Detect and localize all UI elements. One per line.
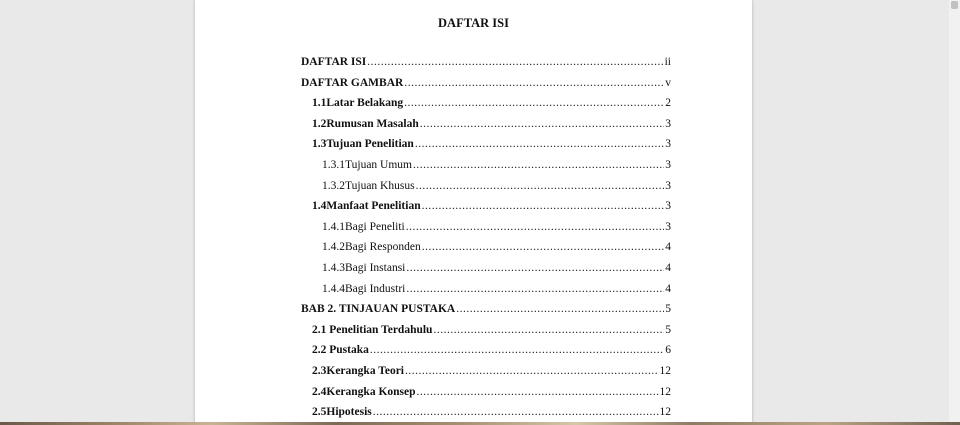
toc-entry-number: 1.4.2 [322, 241, 345, 254]
toc-entry[interactable] [301, 77, 671, 93]
toc-entry-number: 2.3 [312, 365, 327, 377]
toc-entry-number: 2.4 [312, 385, 327, 398]
toc-dot-leader [456, 303, 664, 315]
toc-dot-leader [417, 386, 659, 398]
toc-entry[interactable] [312, 97, 671, 113]
toc-entry-number: 1.1 [312, 97, 327, 110]
toc-dot-leader [415, 138, 664, 150]
toc-entry[interactable] [312, 200, 671, 216]
toc-entry-label: Bagi Industri [345, 282, 406, 295]
vertical-scrollbar[interactable] [949, 0, 960, 425]
toc-entry[interactable] [312, 344, 671, 360]
toc-entry[interactable] [322, 180, 671, 196]
toc-entry-number: 2.5 [312, 406, 327, 419]
toc-entry[interactable] [322, 221, 671, 237]
toc-entry-number: 1.3.2 [322, 179, 345, 192]
toc-dot-leader [373, 406, 659, 418]
toc-entry-number: 1.4 [312, 200, 327, 213]
toc-entry-label: 2.1 Penelitian Terdahulu [312, 323, 433, 336]
toc-entry-page-number: 4 [665, 262, 671, 274]
toc-dot-leader [422, 241, 665, 253]
toc-entry-label: Bagi Peneliti [345, 220, 405, 233]
toc-entry-label: DAFTAR GAMBAR [301, 76, 404, 89]
toc-entry-page-number: 3 [665, 200, 671, 213]
toc-entry-label: Rumusan Masalah [326, 117, 419, 130]
page-title: DAFTAR ISI [438, 16, 509, 30]
toc-entry-page-number: 5 [665, 303, 671, 316]
toc-entry-page-number: 4 [665, 282, 671, 295]
toc-dot-leader [413, 159, 664, 171]
toc-entry[interactable] [312, 365, 671, 381]
toc-entry-label: Bagi Instansi [345, 262, 406, 274]
toc-entry-page-number: 2 [665, 97, 671, 110]
scrollbar-thumb[interactable] [951, 1, 958, 9]
toc-entry-page-number: 6 [665, 344, 671, 357]
toc-dot-leader [420, 118, 665, 130]
toc-entry[interactable] [301, 56, 671, 72]
toc-entry-page-number: 3 [665, 138, 671, 151]
toc-entry-page-number: 12 [659, 365, 671, 377]
toc-entry[interactable] [312, 118, 671, 134]
toc-dot-leader [416, 180, 665, 192]
toc-entry-label: Tujuan Umum [345, 159, 412, 171]
toc-entry-number: 1.4.3 [322, 262, 345, 274]
toc-entry[interactable] [312, 324, 671, 340]
toc-dot-leader [433, 324, 664, 336]
toc-entry-label: Kerangka Teori [326, 365, 405, 377]
toc-entry-label: Tujuan Penelitian [326, 138, 414, 151]
toc-entry[interactable] [322, 241, 671, 257]
toc-entry-label: 2.2 Pustaka [312, 344, 369, 357]
toc-entry-number: 1.4.1 [322, 220, 345, 233]
toc-dot-leader [405, 365, 658, 377]
toc-entry[interactable] [312, 138, 671, 154]
toc-entry[interactable] [312, 386, 671, 402]
toc-entry-page-number: 12 [659, 406, 671, 419]
toc-entry-page-number: v [665, 76, 671, 89]
toc-dot-leader [367, 56, 663, 68]
document-page [195, 0, 752, 425]
toc-entry-page-number: 4 [665, 241, 671, 254]
toc-entry[interactable] [322, 159, 671, 175]
toc-entry-label: Latar Belakang [326, 97, 404, 110]
toc-entry[interactable] [312, 406, 671, 422]
toc-entry-number: 1.2 [312, 117, 327, 130]
toc-entry[interactable] [322, 283, 671, 299]
toc-entry-label: Kerangka Konsep [326, 385, 416, 398]
toc-entry[interactable] [322, 262, 671, 278]
toc-dot-leader [406, 283, 664, 295]
toc-dot-leader [406, 221, 665, 233]
toc-entry-page-number: 5 [665, 323, 671, 336]
toc-entry-label: Bagi Responden [345, 241, 421, 254]
toc-entry-number: 1.3 [312, 138, 327, 151]
toc-entry-page-number: 12 [659, 385, 671, 398]
toc-entry-label: Tujuan Khusus [345, 179, 415, 192]
toc-dot-leader [370, 344, 664, 356]
toc-entry-number: 1.4.4 [322, 282, 345, 295]
toc-entry-page-number: 3 [665, 220, 671, 233]
toc-dot-leader [404, 97, 664, 109]
toc-entry-page-number: 3 [665, 179, 671, 192]
toc-entry[interactable] [301, 303, 671, 319]
toc-entry-label: DAFTAR ISI [301, 56, 367, 68]
toc-dot-leader [406, 262, 664, 274]
toc-dot-leader [404, 77, 664, 89]
toc-entry-number: 1.3.1 [322, 159, 345, 171]
toc-entry-page-number: 3 [665, 117, 671, 130]
toc-dot-leader [422, 200, 665, 212]
toc-entry-label: Manfaat Penelitian [326, 200, 421, 213]
toc-entry-label: BAB 2. TINJAUAN PUSTAKA [301, 303, 456, 316]
toc-entry-page-number: ii [664, 56, 671, 68]
toc-entry-label: Hipotesis [326, 406, 372, 419]
toc-entry-page-number: 3 [665, 159, 671, 171]
